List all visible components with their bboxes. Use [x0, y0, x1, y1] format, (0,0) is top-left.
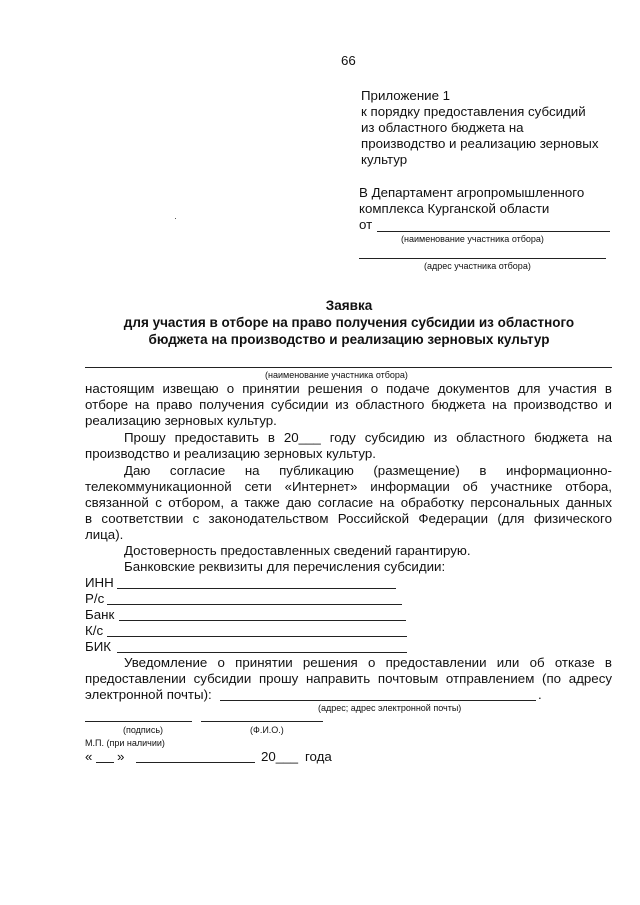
- signature-field[interactable]: [85, 721, 192, 722]
- signature-caption: (подпись): [123, 725, 164, 735]
- ks-field[interactable]: [107, 636, 407, 637]
- date-year-suffix: года: [305, 749, 332, 764]
- addressee-line-2: комплекса Курганской области: [359, 201, 550, 216]
- email-caption: (адрес; адрес электронной почты): [318, 703, 462, 713]
- p1-line-3: реализацию зерновых культур.: [85, 413, 277, 428]
- address-caption: (адрес участника отбора): [424, 261, 531, 271]
- p1-line-1: настоящим извещаю о принятии решения о подаче документов для участия в: [85, 381, 612, 396]
- notice-period: .: [538, 687, 542, 702]
- p3-line-3: связанной с отбором, а также даю согласие на обработку персональных данных: [85, 495, 612, 510]
- bik-label: БИК: [85, 639, 112, 654]
- appendix-line-1: Приложение 1: [361, 88, 451, 103]
- date-close-quote: »: [117, 749, 125, 764]
- appendix-line-4: производство и реализацию зерновых: [361, 136, 599, 151]
- notice-line-3: электронной почты):: [85, 687, 212, 702]
- scan-dot: [175, 218, 176, 219]
- email-address-field[interactable]: [220, 700, 536, 701]
- date-open-quote: «: [85, 749, 93, 764]
- from-label: от: [359, 217, 373, 232]
- participant-name-field[interactable]: [377, 231, 610, 232]
- appendix-line-3: из областного бюджета на: [361, 120, 524, 135]
- guarantee-line: Достоверность предоставленных сведений гарантирую.: [124, 543, 471, 558]
- participant-address-field[interactable]: [359, 258, 606, 259]
- date-day-field[interactable]: [96, 762, 114, 763]
- fio-field[interactable]: [201, 721, 323, 722]
- participant-field[interactable]: [85, 367, 612, 368]
- notice-line-1: Уведомление о принятии решения о предоставлении или об отказе в: [124, 655, 612, 670]
- title-line-1: Заявка: [325, 298, 373, 313]
- notice-line-2: предоставлении субсидии прошу направить почтовым отправлением (по адресу: [85, 671, 612, 686]
- page-number: 66: [341, 53, 356, 68]
- name-caption: (наименование участника отбора): [401, 234, 544, 244]
- stamp-note: М.П. (при наличии): [85, 738, 165, 748]
- ks-label: К/с: [85, 623, 104, 638]
- appendix-line-5: культур: [361, 152, 408, 167]
- date-month-field[interactable]: [136, 762, 255, 763]
- rs-field[interactable]: [107, 604, 402, 605]
- p1-line-2: отборе на право получения субсидии из областного бюджета на производство и: [85, 397, 612, 412]
- p3-line-5: лица).: [85, 527, 124, 542]
- fio-caption: (Ф.И.О.): [250, 725, 284, 735]
- title-line-2: для участия в отборе на право получения субсидии из областного: [123, 315, 575, 330]
- appendix-line-2: к порядку предоставления субсидий: [361, 104, 586, 119]
- p2-line-1: Прошу предоставить в 20___ году субсидию из областного бюджета на: [124, 430, 612, 445]
- p2-line-2: производство и реализацию зерновых культур.: [85, 446, 376, 461]
- inn-label: ИНН: [85, 575, 114, 590]
- p3-line-4: в соответствии с законодательством Российской Федерации (для физического: [85, 511, 612, 526]
- bank-field[interactable]: [119, 620, 406, 621]
- title-line-3: бюджета на производство и реализацию зерновых культур: [148, 332, 550, 347]
- participant-caption: (наименование участника отбора): [265, 370, 408, 380]
- p3-line-1: Даю согласие на публикацию (размещение) в информационно-: [124, 463, 612, 478]
- bank-label: Банк: [85, 607, 115, 622]
- bank-details-heading: Банковские реквизиты для перечисления субсидии:: [124, 559, 446, 574]
- bik-field[interactable]: [117, 652, 407, 653]
- rs-label: Р/с: [85, 591, 105, 606]
- p3-line-2: телекоммуникационной сети «Интернет» информации об участнике отбора,: [85, 479, 612, 494]
- date-year: 20___: [261, 749, 298, 764]
- addressee-line-1: В Департамент агропромышленного: [359, 185, 585, 200]
- inn-field[interactable]: [117, 588, 396, 589]
